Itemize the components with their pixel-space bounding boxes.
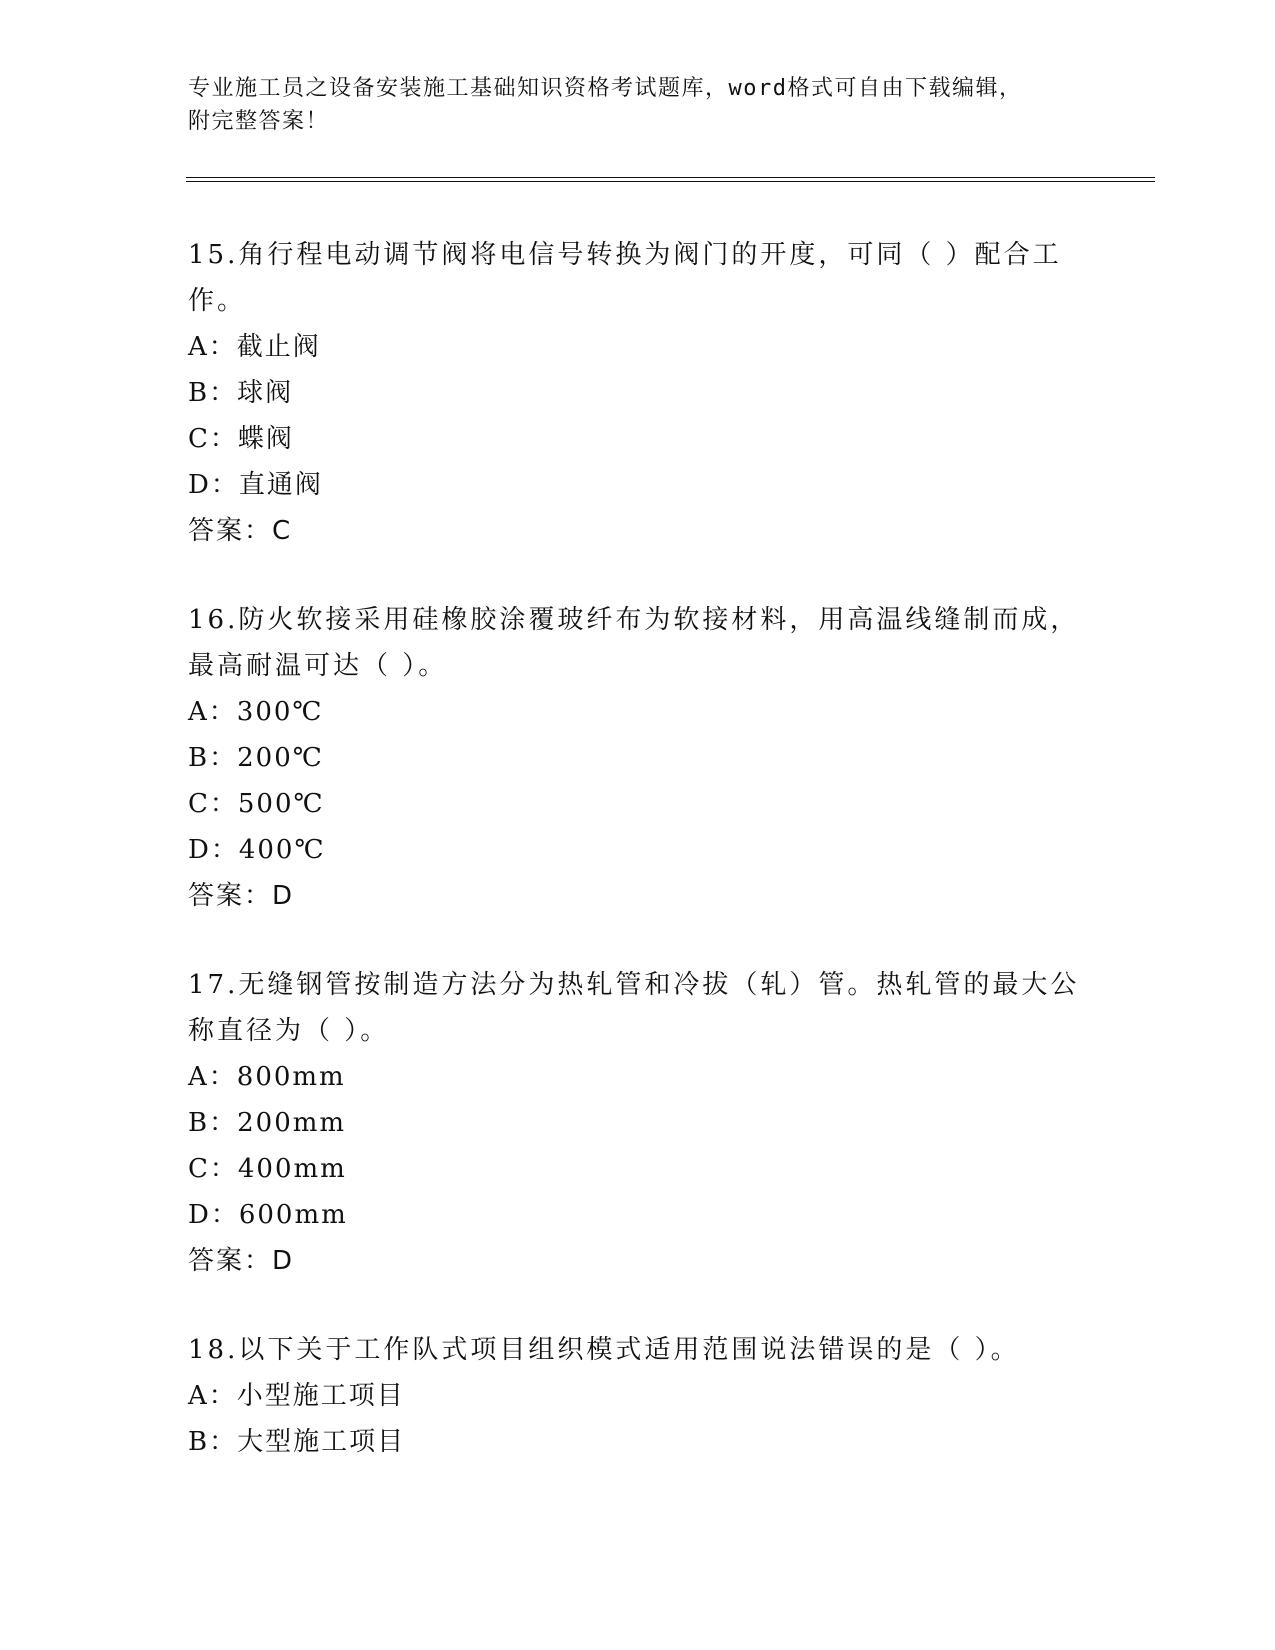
- question-16: [188, 597, 1088, 919]
- question-stem-continued: 称直径为（ ）。: [188, 1016, 390, 1046]
- question-stem: 16.防火软接采用硅橡胶涂覆玻纤布为软接材料，用高温线缝制而成，: [188, 605, 1080, 635]
- question-stem-continued: 最高耐温可达（ ）。: [188, 651, 448, 681]
- document-header: [188, 72, 1048, 138]
- question-stem: 18.以下关于工作队式项目组织模式适用范围说法错误的是（ ）。: [188, 1335, 1020, 1365]
- answer: 答案：D: [188, 1246, 295, 1276]
- header-line-1: 专业施工员之设备安装施工基础知识资格考试题库，word格式可自由下载编辑，: [188, 76, 1023, 101]
- option-a: A：截止阀: [188, 332, 321, 362]
- question-18: [188, 1327, 1088, 1465]
- question-15: [188, 232, 1088, 554]
- option-a: A：小型施工项目: [188, 1381, 405, 1411]
- option-b: B：大型施工项目: [188, 1427, 406, 1457]
- question-stem: 17.无缝钢管按制造方法分为热轧管和冷拔（轧）管。热轧管的最大公: [188, 970, 1080, 1000]
- question-17: [188, 962, 1088, 1284]
- header-double-rule: [186, 177, 1155, 182]
- option-b: B：球阀: [188, 378, 294, 408]
- option-b: B：200mm: [188, 1108, 347, 1138]
- option-d: D：600mm: [188, 1200, 348, 1230]
- option-b: B：200℃: [188, 743, 324, 773]
- question-stem-continued: 作。: [188, 286, 247, 316]
- option-d: D：400℃: [188, 835, 326, 865]
- header-line-2: 附完整答案！: [188, 109, 330, 134]
- answer: 答案：C: [188, 516, 293, 546]
- option-a: A：300℃: [188, 697, 324, 727]
- option-c: C：500℃: [188, 789, 325, 819]
- option-c: C：400mm: [188, 1154, 347, 1184]
- option-a: A：800mm: [188, 1062, 346, 1092]
- answer: 答案：D: [188, 881, 295, 911]
- option-c: C：蝶阀: [188, 424, 294, 454]
- question-stem: 15.角行程电动调节阀将电信号转换为阀门的开度，可同（ ）配合工: [188, 240, 1062, 270]
- option-d: D：直通阀: [188, 470, 323, 500]
